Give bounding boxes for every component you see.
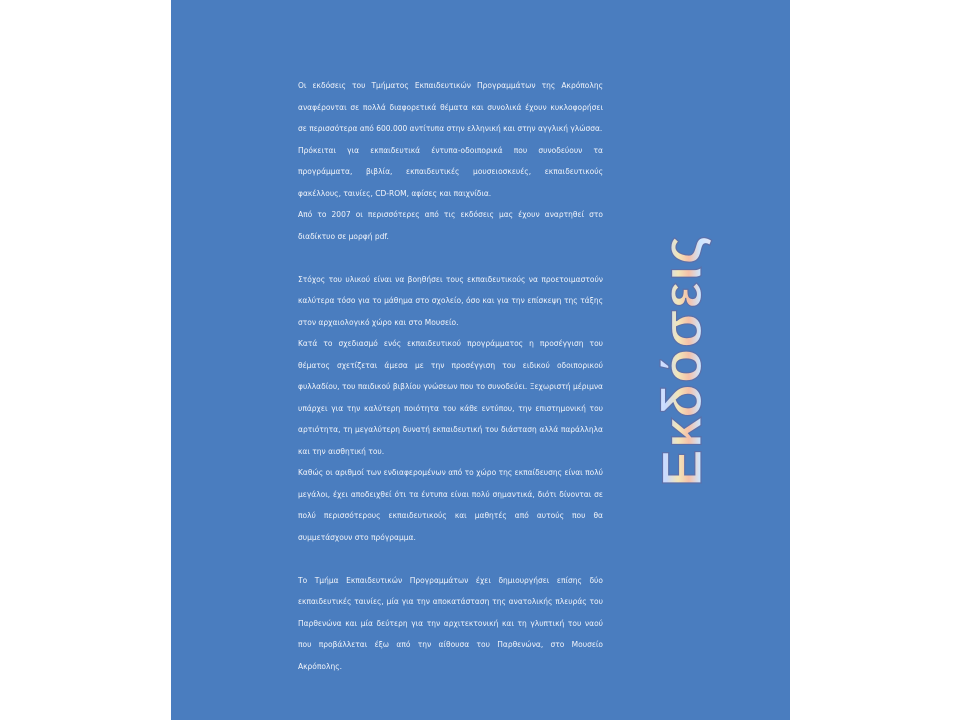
vertical-title-text: Εκδόσεις <box>649 234 713 487</box>
paragraph-6: Καθώς οι αριθμοί των ενδιαφερομένων από το χώρο της εκπαίδευσης είναι πολύ μεγάλοι, έχει αποδειχθεί ότι τα έντυπα είναι πολύ σημαντικά, διότι δίνονται σε πολύ περισσότερους εκπαιδευτικούς και μαθητές από αυτούς που θα συμμετάσχουν στο πρόγραμμα. <box>298 468 603 542</box>
paragraph-4: Στόχος του υλικού είναι να βοηθήσει τους εκπαιδευτικούς να προετοιμαστούν καλύτερα τόσο για το μάθημα στο σχολείο, όσο και για την επίσκεψη της τάξης στον αρχαιολογικό χώρο και στο Μουσείο. <box>298 274 603 327</box>
paragraph-gap <box>298 247 603 269</box>
vertical-title <box>651 228 721 493</box>
paragraph-2: Πρόκειται για εκπαιδευτικά έντυπα-οδοιπορικά που συνοδεύουν τα προγράμματα, βιβλία, εκπαιδευτικές μουσειοσκευές, εκπαιδευτικούς φακέλλους, ταινίες, CD-ROM, αφίσες και παιχνίδια. <box>298 145 603 198</box>
paragraph-7: Το Τμήμα Εκπαιδευτικών Προγραμμάτων έχει δημιουργήσει επίσης δύο εκπαιδευτικές ταινίες, μία για την αποκατάσταση της ανατολικής πλευράς του Παρθενώνα και μία δεύτερη για την αρχιτεκτονική και τη γλυπτική του ναού που προβάλλεται έξω από την αίθουσα του Παρθενώνα, στο Μουσείο Ακρόπολης. <box>298 575 603 671</box>
body-text <box>298 75 603 677</box>
paragraph-gap <box>298 548 603 570</box>
vertical-title-art <box>651 228 721 493</box>
blue-page-panel <box>171 0 790 720</box>
paragraph-3: Από το 2007 οι περισσότερες από τις εκδόσεις μας έχουν αναρτηθεί στο διαδίκτυο σε μορφή pdf. <box>298 210 603 241</box>
paragraph-1: Οι εκδόσεις του Τμήματος Εκπαιδευτικών Προγραμμάτων της Ακρόπολης αναφέρονται σε πολλά διαφορετικά θέματα και συνολικά έχουν κυκλοφορήσει σε περισσότερα από 600.000 αντίτυπα στην ελληνική και στην αγγλική γλώσσα. <box>298 81 603 133</box>
paragraph-5: Κατά το σχεδιασμό ενός εκπαιδευτικού προγράμματος η προσέγγιση του θέματος σχετίζεται άμεσα με την προσέγγιση του ειδικού οδοιπορικού φυλλαδίου, του παιδικού βιβλίου γνώσεων που το συνοδεύει. Ξεχωριστή μέριμνα υπάρχει για την καλύτερη ποιότητα του κάθε εντύπου, την επιστημονική του αρτιότητα, τη μεγαλύτερη δυνατή εκπαιδευτική του διάσταση αλλά παράλληλα και την αισθητική του. <box>298 339 603 456</box>
